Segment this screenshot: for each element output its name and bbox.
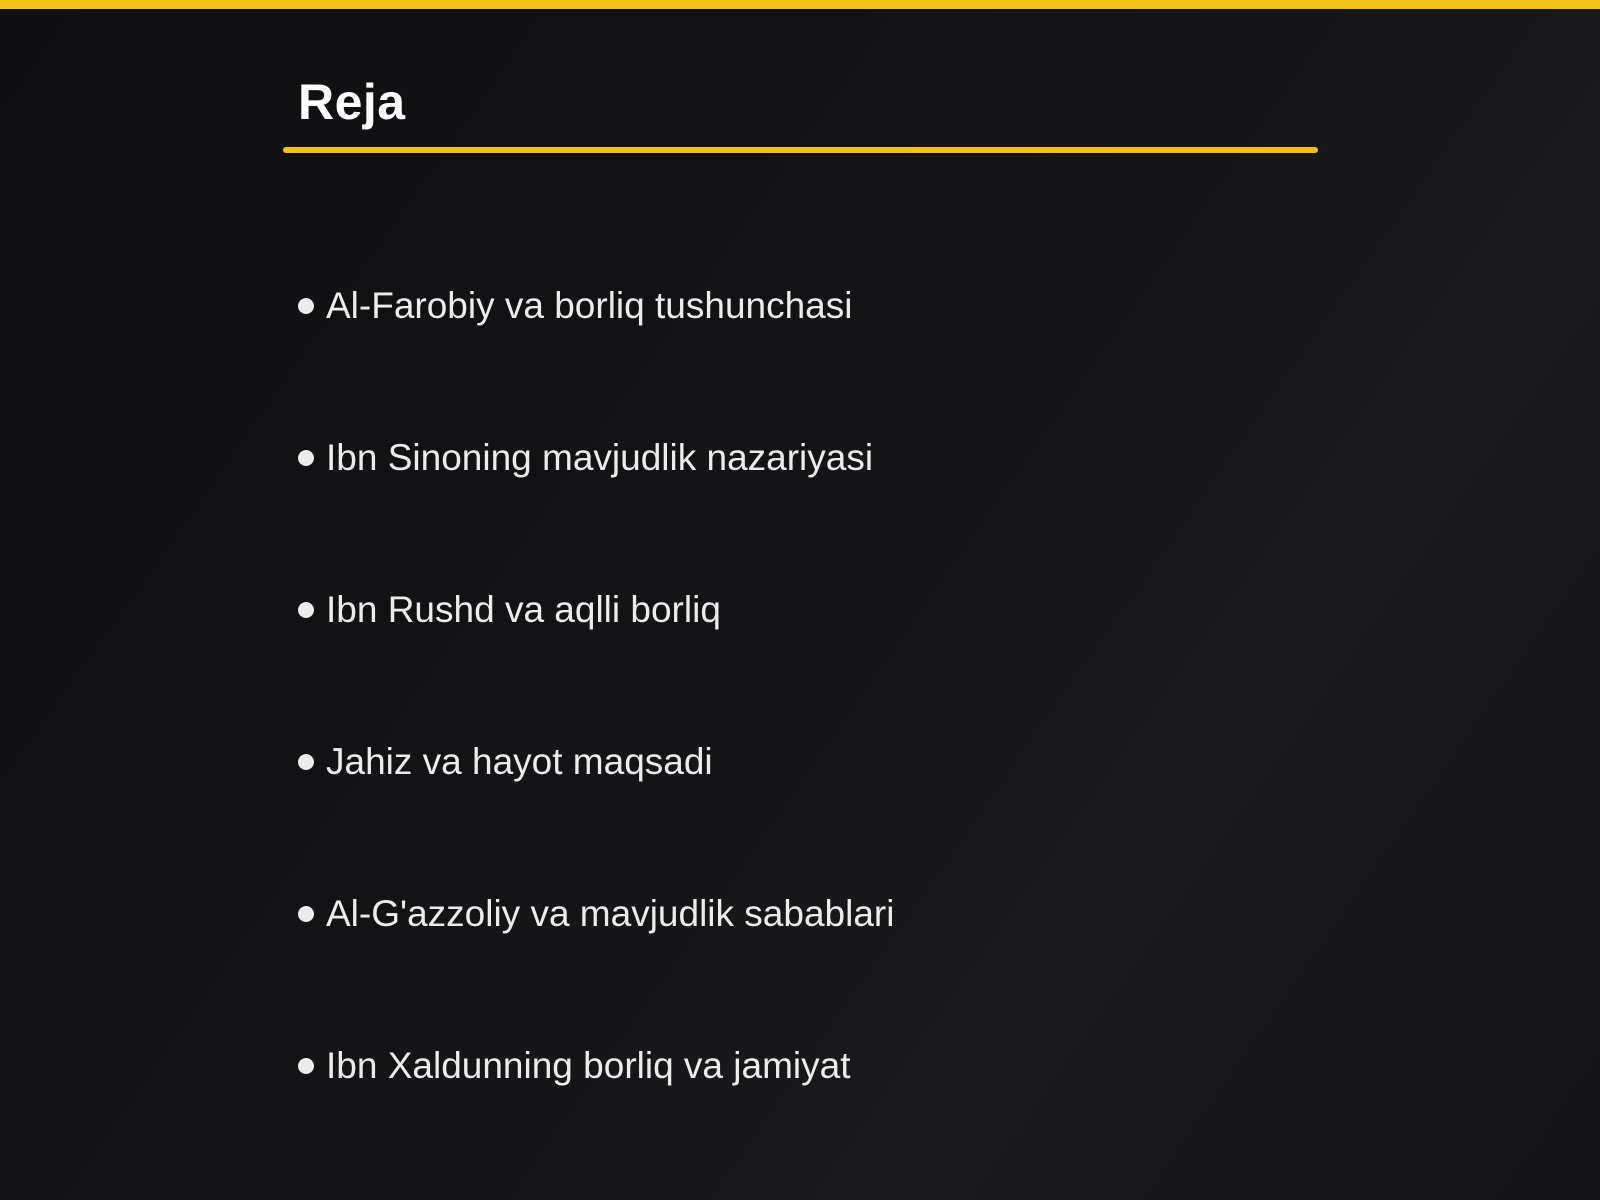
bullet-icon (298, 1058, 314, 1074)
bullet-icon (298, 602, 314, 618)
bullet-icon (298, 906, 314, 922)
bullet-icon (298, 450, 314, 466)
bullet-icon (298, 298, 314, 314)
list-item (298, 584, 894, 636)
list-item-label: Ibn Rushd va aqlli borliq (326, 589, 721, 630)
list-item-label: Ibn Xaldunning borliq va jamiyat (326, 1045, 851, 1086)
title-underline (283, 147, 1318, 153)
list-item-label: Jahiz va hayot maqsadi (326, 741, 713, 782)
slide-title: Reja (298, 74, 406, 130)
agenda-list (298, 280, 894, 1192)
list-item (298, 1040, 894, 1092)
list-item (298, 736, 894, 788)
bullet-icon (298, 754, 314, 770)
list-item-label: Ibn Sinoning mavjudlik nazariyasi (326, 437, 874, 478)
list-item (298, 280, 894, 332)
list-item-label: Al-G'azzoliy va mavjudlik sabablari (326, 893, 895, 934)
top-accent-bar (0, 0, 1600, 9)
list-item (298, 888, 894, 940)
list-item (298, 432, 894, 484)
list-item-label: Al-Farobiy va borliq tushunchasi (326, 285, 853, 326)
